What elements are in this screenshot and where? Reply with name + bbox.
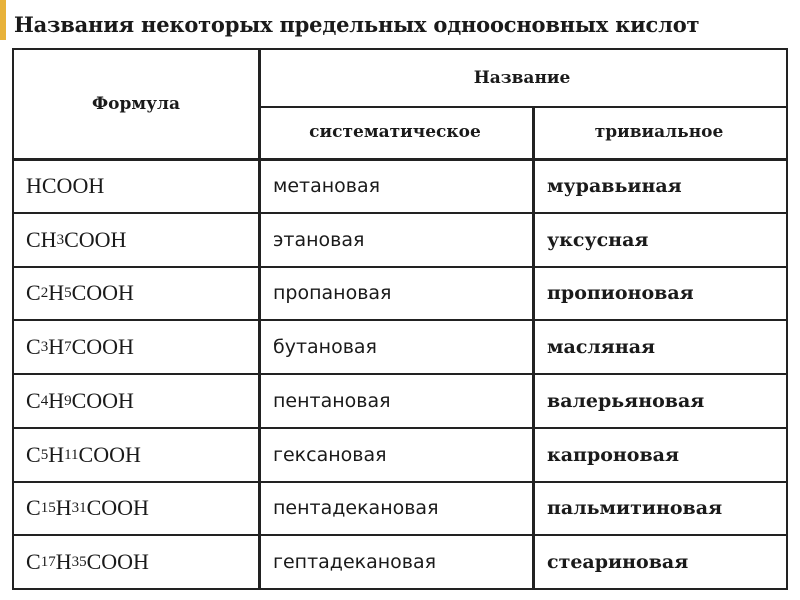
formula-cell: C 3 H 7 COOH	[26, 334, 134, 360]
trivial-name-cell: валерьяновая	[547, 389, 705, 412]
formula-cell: C 4 H 9 COOH	[26, 387, 134, 413]
formula-text: H	[55, 495, 72, 521]
trivial-name-cell: муравьиная	[547, 174, 682, 197]
formula-text: C	[26, 387, 41, 413]
systematic-name-cell: пентановая	[273, 389, 391, 412]
systematic-name-cell: пентадекановая	[273, 497, 439, 520]
formula-text: H	[48, 441, 65, 467]
formula-text: HCOOH	[26, 172, 105, 198]
formula-text: C	[26, 495, 41, 521]
page-title: Названия некоторых предельных одноосновных кислот	[14, 12, 700, 37]
formula-text: COOH	[71, 280, 134, 306]
formula-text: COOH	[78, 441, 141, 467]
formula-text: C	[26, 280, 41, 306]
formula-text: COOH	[71, 387, 134, 413]
systematic-name-cell: гексановая	[273, 443, 387, 466]
header-formula: Формула	[91, 94, 180, 114]
systematic-name-cell: пропановая	[273, 282, 392, 305]
header-systematic: систематическое	[309, 122, 481, 142]
formula-text: C	[26, 334, 41, 360]
acids-table	[12, 48, 788, 590]
row-divider	[258, 106, 786, 108]
formula-text: CH	[26, 226, 57, 252]
trivial-name-cell: стеариновая	[547, 551, 689, 574]
systematic-name-cell: бутановая	[273, 336, 377, 359]
header-name: Название	[473, 68, 571, 88]
trivial-name-cell: масляная	[547, 336, 656, 359]
corner-accent-mark	[0, 0, 6, 40]
trivial-name-cell: пальмитиновая	[547, 497, 723, 520]
formula-cell: C 17 H 35 COOH	[26, 549, 149, 575]
formula-text: H	[48, 334, 65, 360]
systematic-name-cell: метановая	[273, 174, 381, 197]
formula-cell: C 5 H 11 COOH	[26, 441, 141, 467]
formula-text: COOH	[86, 549, 149, 575]
formula-text: COOH	[86, 495, 149, 521]
header-trivial: тривиальное	[594, 122, 724, 142]
formula-text: C	[26, 441, 41, 467]
formula-text: H	[48, 280, 65, 306]
formula-text: H	[48, 387, 65, 413]
formula-text: COOH	[64, 226, 127, 252]
formula-cell: C 2 H 5 COOH	[26, 280, 134, 306]
trivial-name-cell: пропионовая	[547, 282, 694, 305]
trivial-name-cell: капроновая	[547, 443, 680, 466]
systematic-name-cell: этановая	[273, 228, 365, 251]
trivial-name-cell: уксусная	[547, 228, 649, 251]
formula-text: C	[26, 549, 41, 575]
formula-cell	[14, 159, 258, 213]
formula-cell: CH 3 COOH	[26, 226, 127, 252]
formula-text: COOH	[71, 334, 134, 360]
systematic-name-cell: гептадекановая	[273, 551, 437, 574]
formula-text: H	[55, 549, 72, 575]
formula-cell: C 15 H 31 COOH	[26, 495, 149, 521]
